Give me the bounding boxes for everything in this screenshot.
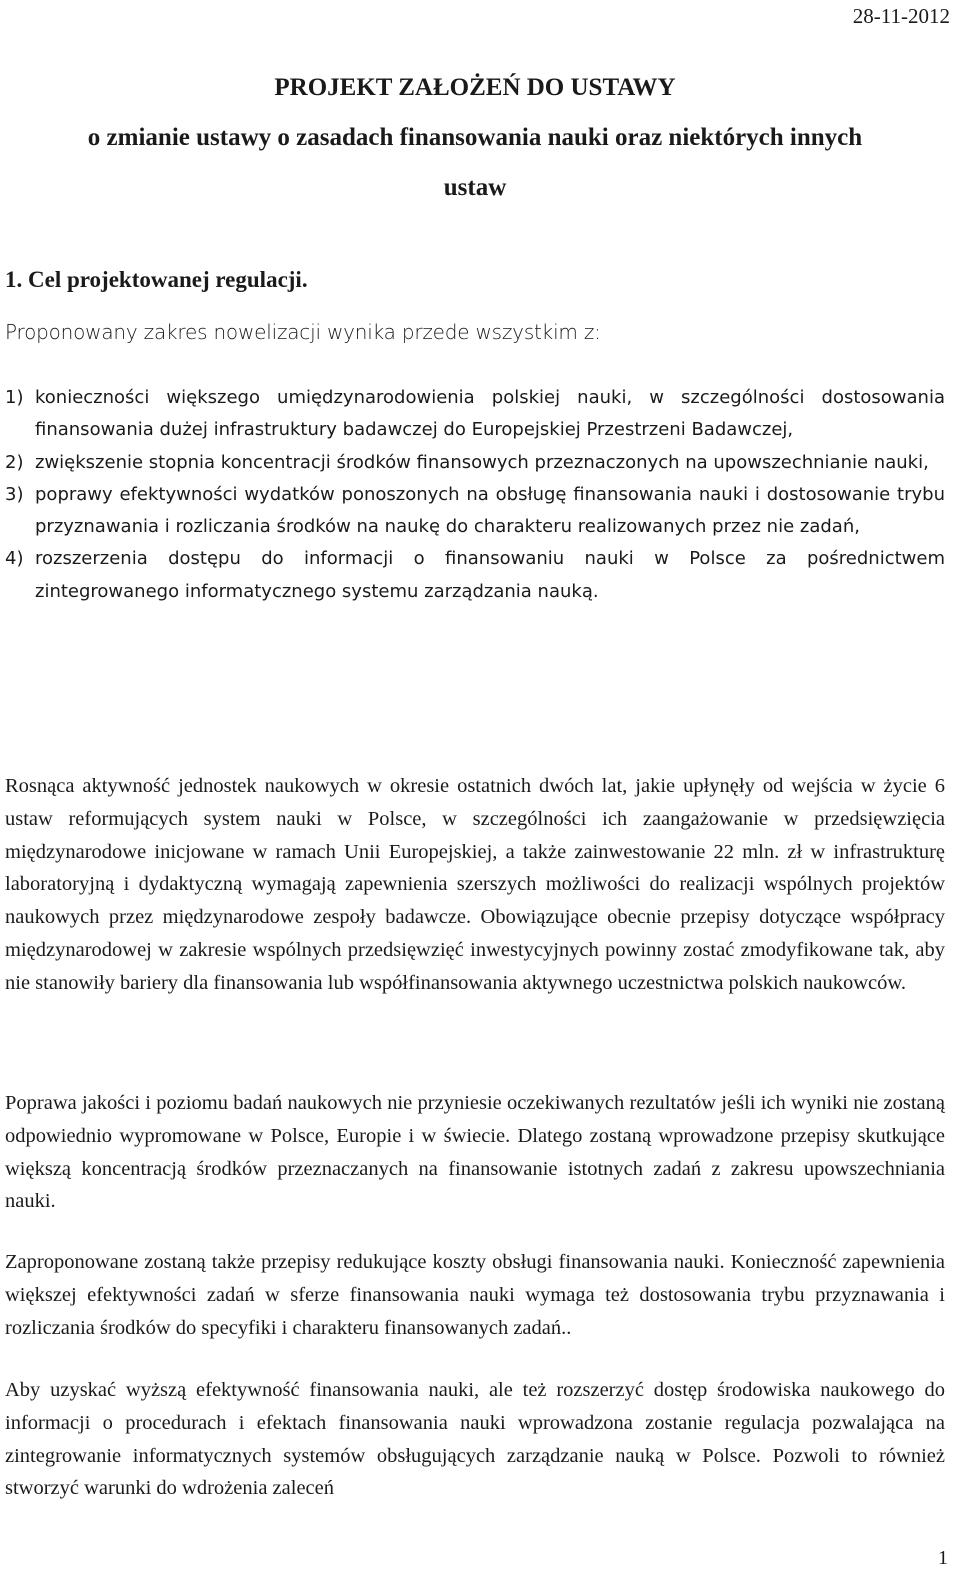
list-item-number: 2) [5, 451, 24, 473]
list-item-text: rozszerzenia dostępu do informacji o finansowaniu nauki w Polsce za pośrednictwem zintegrowanego informatycznego systemu zarządzania nauką. [35, 548, 945, 602]
paragraph: Zaproponowane zostaną także przepisy redukujące koszty obsługi finansowania nauki. Konieczność zapewnienia większej efektywności zadań w sferze finansowania nauki wymaga też dostosowania trybu przyznawania i rozliczania środków do specyfiki i charakteru finansowanych zadań.. [5, 1251, 945, 1339]
document-subtitle-line2: ustaw [443, 174, 507, 201]
paragraph: Aby uzyskać wyższą efektywność finansowania nauki, ale też rozszerzyć dostęp środowiska naukowego do informacji o procedurach i efektach finansowania nauki wprowadzona zostanie regulacja pozwalająca na zintegrowanie informatycznych systemów obsługujących zarządzanie nauką w Polsce. Pozwoli to również stworzyć warunki do wdrożenia zaleceń [5, 1379, 945, 1500]
paragraph: Poprawa jakości i poziomu badań naukowych nie przyniesie oczekiwanych rezultatów jeśli ich wyniki nie zostaną odpowiednio wypromowane w Polsce, Europie i w świecie. Dlatego zostaną wprowadzone przepisy skutkujące większą koncentracją środków przeznaczanych na finansowanie istotnych zadań z zakresu upowszechniania nauki. [5, 1092, 945, 1213]
document-date: 28-11-2012 [852, 4, 950, 28]
list-item-number: 1) [5, 387, 24, 408]
list-item [5, 479, 945, 544]
list-item [5, 382, 945, 447]
reasons-list [5, 382, 945, 608]
page-number: 1 [938, 1547, 948, 1569]
list-item-text: konieczności większego umiędzynarodowienia polskiej nauki, w szczególności dostosowania finansowania dużej infrastruktury badawczej do Europejskiej Przestrzeni Badawczej, [35, 387, 945, 441]
list-item-number: 3) [5, 483, 24, 505]
list-item-text: poprawy efektywności wydatków ponoszonych na obsługę finansowania nauki i dostosowanie trybu przyznawania i rozliczania środków na naukę do charakteru realizowanych przez nie zadań, [35, 483, 945, 538]
list-item-text: zwiększenie stopnia koncentracji środków finansowych przeznaczonych na upowszechnianie nauki, [35, 451, 929, 473]
section-heading: 1. Cel projektowanej regulacji. [5, 267, 308, 292]
list-item [5, 543, 945, 608]
intro-text: Proponowany zakres nowelizacji wynika przede wszystkim z: [5, 320, 601, 344]
list-item-number: 4) [5, 548, 24, 570]
paragraph: Rosnąca aktywność jednostek naukowych w okresie ostatnich dwóch lat, jakie upłynęły od wejścia w życie 6 ustaw reformujących system nauki w Polsce, w szczególności ich zaangażowanie w przedsięwzięcia międzynarodowe inicjowane w ramach Unii Europejskiej, a także zainwestowanie 22 mln. zł w infrastrukturę laboratoryjną i dydaktyczną wymagają zapewnienia szerszych możliwości do realizacji wspólnych projektów naukowych przez międzynarodowe zespoły badawcze. Obowiązujące obecnie przepisy dotyczące współpracy międzynarodowej w zakresie wspólnych przedsięwzięć inwestycyjnych powinny zostać zmodyfikowane tak, aby nie stanowiły bariery dla finansowania lub współfinansowania aktywnego uczestnictwa polskich naukowców. [5, 775, 945, 994]
list-item [5, 447, 945, 479]
document-title: PROJEKT ZAŁOŻEŃ DO USTAWY [274, 74, 676, 101]
document-subtitle-line1: o zmianie ustawy o zasadach finansowania nauki oraz niektórych innych [87, 124, 863, 151]
